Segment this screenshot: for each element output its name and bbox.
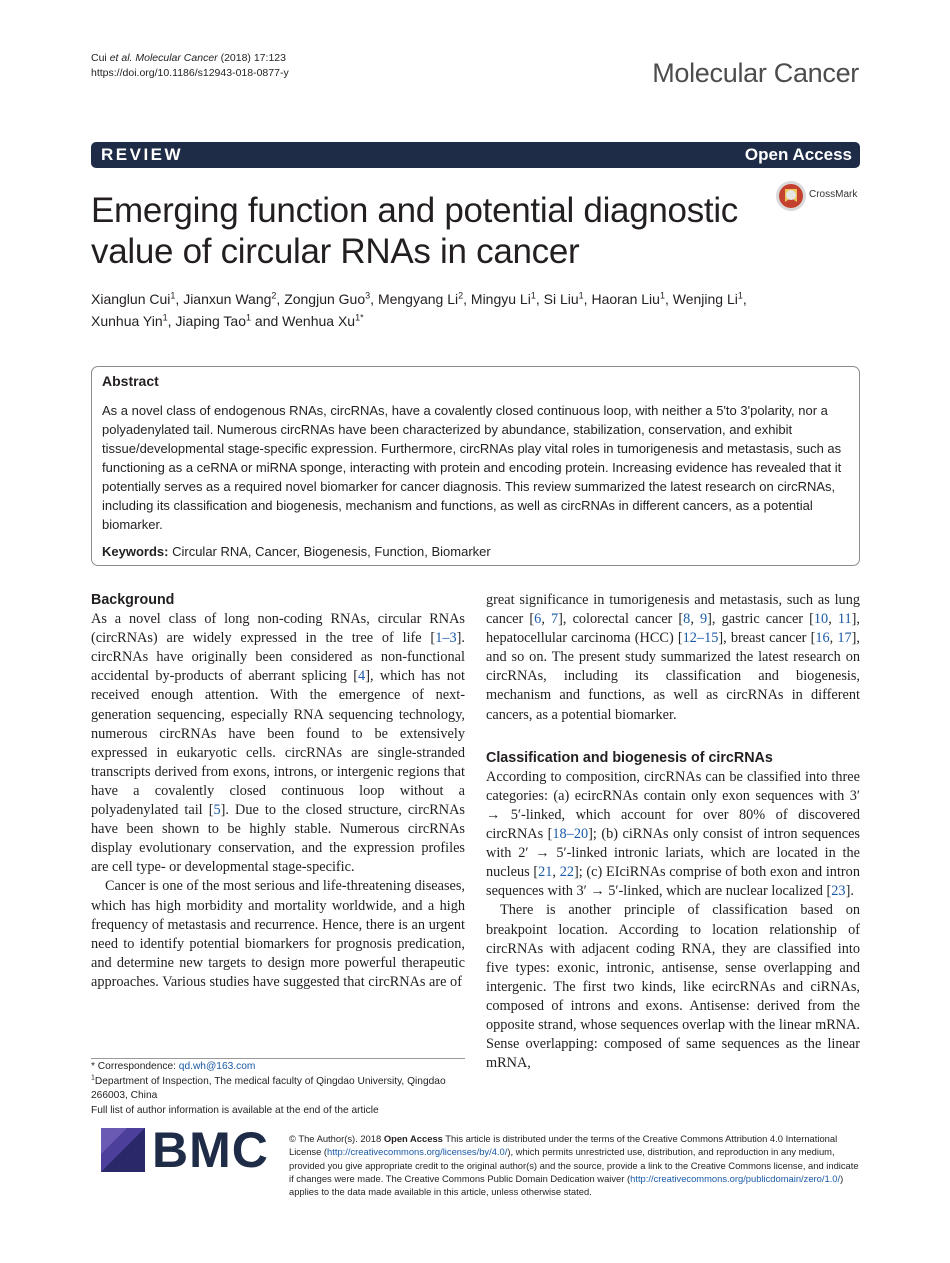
- author-name[interactable]: Wenhua Xu: [282, 313, 356, 329]
- reference-link[interactable]: 18–20: [552, 826, 589, 843]
- background-paragraph-1: As a novel class of long non-coding RNAs, circular RNAs (circRNAs) are widely expressed in the tree of life [1–3]. circRNAs have originally been considered as non-functional accidental by-products of aberrant splicing [4], which has not received enough attention. With the emergence of next-generation sequencing, especially RNA sequencing technology, numerous circRNAs have been found to be extensively expressed in eukaryotic cells. circRNAs are single-stranded transcripts derived from exons, introns, or intergenic regions that have a covalently closed continuous loop without a polyadenylated tail [5]. Due to the closed structure, circRNAs have been shown to be highly stable. Numerous circRNAs display evolutionary conservation, and the expression profiles are cell type- or developmental stage-specific.: [91, 611, 465, 876]
- reference-link[interactable]: 5: [213, 802, 221, 819]
- crossmark-label: CrossMark: [809, 189, 858, 200]
- article-type-label: REVIEW: [101, 145, 184, 164]
- background-heading: Background: [91, 592, 175, 608]
- left-column: [91, 591, 465, 992]
- abstract-box: [91, 366, 860, 566]
- author-info-note: Full list of author information is available at the end of the article: [91, 1104, 379, 1116]
- abstract-heading: Abstract: [102, 373, 159, 389]
- author-affiliation-marker: 2: [458, 290, 464, 301]
- reference-link[interactable]: 11: [837, 611, 852, 628]
- reference-link[interactable]: 10: [813, 611, 829, 628]
- reference-link[interactable]: 1–3: [435, 630, 457, 647]
- reference-link[interactable]: 23: [831, 883, 846, 900]
- correspondence: * Correspondence: qd.wh@163.com: [91, 1061, 256, 1072]
- article-type-banner: [91, 142, 860, 168]
- author-affiliation-marker: 1: [246, 312, 252, 323]
- journal-name: Molecular Cancer: [652, 58, 859, 88]
- classification-heading: Classification and biogenesis of circRNAs: [486, 749, 773, 766]
- author-name[interactable]: Si Liu: [543, 291, 579, 307]
- background-paragraph-3: great significance in tumorigenesis and metastasis, such as lung cancer [6, 7], colorectal cancer [8, 9], gastric cancer [10, 11], hepatocellular carcinoma (HCC) [12–15], breast cancer [16, 17], and so on. The present study summarized the latest research on circRNAs, including its classification and biogenesis, mechanism and functions, as well as circRNAs in different cancers, as a potential biomarker.: [486, 592, 860, 723]
- footnote-divider: [91, 1058, 465, 1059]
- citation-volume: (2018) 17:123: [220, 52, 286, 64]
- author-affiliation-marker: 3: [365, 290, 371, 301]
- reference-link[interactable]: 17: [837, 630, 852, 647]
- author-name[interactable]: Mengyang Li: [377, 291, 459, 307]
- author-affiliation-marker: 1: [737, 290, 743, 301]
- reference-link[interactable]: 16: [815, 630, 830, 647]
- bmc-logo-icon: [101, 1128, 145, 1172]
- reference-link[interactable]: 6: [534, 611, 542, 628]
- abstract-text: As a novel class of endogenous RNAs, circRNAs, have a covalently closed continuous loop, with neither a 5'to 3'polarity, nor a polyadenylated tail. Numerous circRNAs have been characterized by abundance, stabilization, conservation, and exhibit tissue/developmental stage-specific expression. Furthermore, circRNAs play vital roles in tumorigenesis and metastasis, such as functioning as a ceRNA or miRNA sponge, interacting with protein and encoding protein. Increasing evidence has revealed that it potentially serves as a required novel biomarker for cancer diagnosis. This review summarized the latest research on circRNAs, including its classification and biogenesis, mechanism and functions, as well as circRNAs in different cancers, as a potential biomarker.: [102, 403, 842, 532]
- keywords: [102, 542, 852, 561]
- citation-block: [91, 51, 289, 81]
- author-name[interactable]: Zongjun Guo: [284, 291, 366, 307]
- crossmark-badge[interactable]: [775, 180, 865, 214]
- author-name[interactable]: Jianxun Wang: [183, 291, 272, 307]
- affiliation: $^1$Department of Inspection, The medical faculty of Qingdao University, Qingdao 266003, China: [91, 1074, 446, 1102]
- crossmark-icon: [775, 180, 807, 212]
- license-statement: © The Author(s). 2018 Open Access This article is distributed under the terms of the Creative Commons Attribution 4.0 International License (http://creativecommons.org/licenses/by/4.0/), which permits unrestricted use, distribution, and reproduction in any medium, provided you give appropriate credit to the original author(s) and the source, provide a link to the Creative Commons license, and indicate if changes were made. The Creative Commons Public Domain Dedication waiver (http://creativecommons.org/publicdomain/zero/1.0/) applies to the data made available in this article, unless otherwise stated.: [289, 1133, 859, 1198]
- reference-link[interactable]: 21: [538, 864, 553, 881]
- classification-paragraph-1: According to composition, circRNAs can be classified into three categories: (a) ecircRNAs contain only exon sequences with 3′ → 5′-linked, which account for over 80% of discovered circRNAs [18–20]; (b) ciRNAs only consist of intron sequences with 2′ → 5′-linked intronic lariats, which are located in the nucleus [21, 22]; (c) EIciRNAs comprise of both exon and intron sequences with 3′ → 5′-linked, which are nuclear localized [23].: [486, 768, 861, 900]
- doi-link[interactable]: https://doi.org/10.1186/s12943-018-0877-y: [91, 67, 289, 79]
- citation-journal: et al. Molecular Cancer: [109, 52, 218, 64]
- reference-link[interactable]: 22: [559, 864, 574, 881]
- keywords-label: Keywords:: [102, 544, 169, 559]
- open-access-label: Open Access: [744, 145, 852, 164]
- bmc-logo-text: BMC: [152, 1122, 269, 1178]
- bmc-logo: [101, 1122, 269, 1178]
- reference-link[interactable]: 12–15: [682, 630, 719, 647]
- background-paragraph-2: Cancer is one of the most serious and life-threatening diseases, which has high morbidity and mortality worldwide, and a high frequency of metastasis and recurrence. Hence, there is an urgent need to identify potential biomarkers for prognosis predication, and determine new targets to design more powerful therapeutic approaches. Various studies have suggested that circRNAs are of: [91, 878, 465, 990]
- public-domain-link[interactable]: http://creativecommons.org/publicdomain/zero/1.0/: [630, 1172, 841, 1184]
- author-name[interactable]: Xunhua Yin: [91, 313, 163, 329]
- license-open-access: Open Access: [383, 1133, 443, 1144]
- keywords-list: Circular RNA, Cancer, Biogenesis, Function, Biomarker: [172, 544, 491, 559]
- author-affiliation-marker: 1*: [355, 312, 364, 323]
- right-column: [486, 591, 860, 1073]
- correspondence-email[interactable]: qd.wh@163.com: [178, 1061, 256, 1072]
- author-affiliation-marker: 1: [530, 290, 536, 301]
- author-affiliation-marker: 1: [578, 290, 584, 301]
- section-spacer: [486, 725, 860, 749]
- author-name[interactable]: Jiaping Tao: [175, 313, 246, 329]
- author-list: Xianglun Cui$^1$, Jianxun Wang$^2$, Zongjun Guo$^3$, Mengyang Li$^2$, Mingyu Li$^1$, Si Liu$^1$, Haoran Liu$^1$, Wenjing Li$^1$, Xunhua Yin$^1$, Jiaping Tao$^1$ and Wenhua $Xu^{1*}$: [91, 290, 747, 329]
- reference-link[interactable]: 7: [550, 611, 559, 628]
- license-link[interactable]: http://creativecommons.org/licenses/by/4.0/: [327, 1146, 508, 1158]
- classification-paragraph-2: There is another principle of classification based on breakpoint location. According to location relationship of circRNAs with adjacent coding RNA, they are classified into five types: exonic, intronic, antisense, sense overlapping and intergenic. The first two kinds, like ecircRNAs and ciRNAs, composed of introns and exons. Antisense: derived from the opposite strand, whose sequences overlap with the linear mRNA. Sense overlapping: composed of same sequences as the linear mRNA,: [486, 902, 860, 1072]
- author-affiliation-marker: 1: [170, 290, 176, 301]
- author-affiliation-marker: 1: [162, 312, 168, 323]
- author-name[interactable]: Mingyu Li: [470, 291, 531, 307]
- author-affiliation-marker: 2: [271, 290, 277, 301]
- article-title: Emerging function and potential diagnostic value of circular RNAs in cancer: [91, 191, 739, 271]
- author-name[interactable]: Wenjing Li: [672, 291, 738, 307]
- reference-link[interactable]: 8: [683, 611, 691, 628]
- citation-line: [91, 51, 289, 66]
- footnotes: [91, 1060, 465, 1118]
- reference-link[interactable]: 9: [699, 611, 708, 628]
- reference-link[interactable]: 4: [358, 668, 366, 685]
- author-name[interactable]: Haoran Liu: [591, 291, 660, 307]
- author-name[interactable]: Xianglun Cui: [91, 291, 171, 307]
- author-affiliation-marker: 1: [659, 290, 665, 301]
- citation-author: Cui: [91, 52, 107, 64]
